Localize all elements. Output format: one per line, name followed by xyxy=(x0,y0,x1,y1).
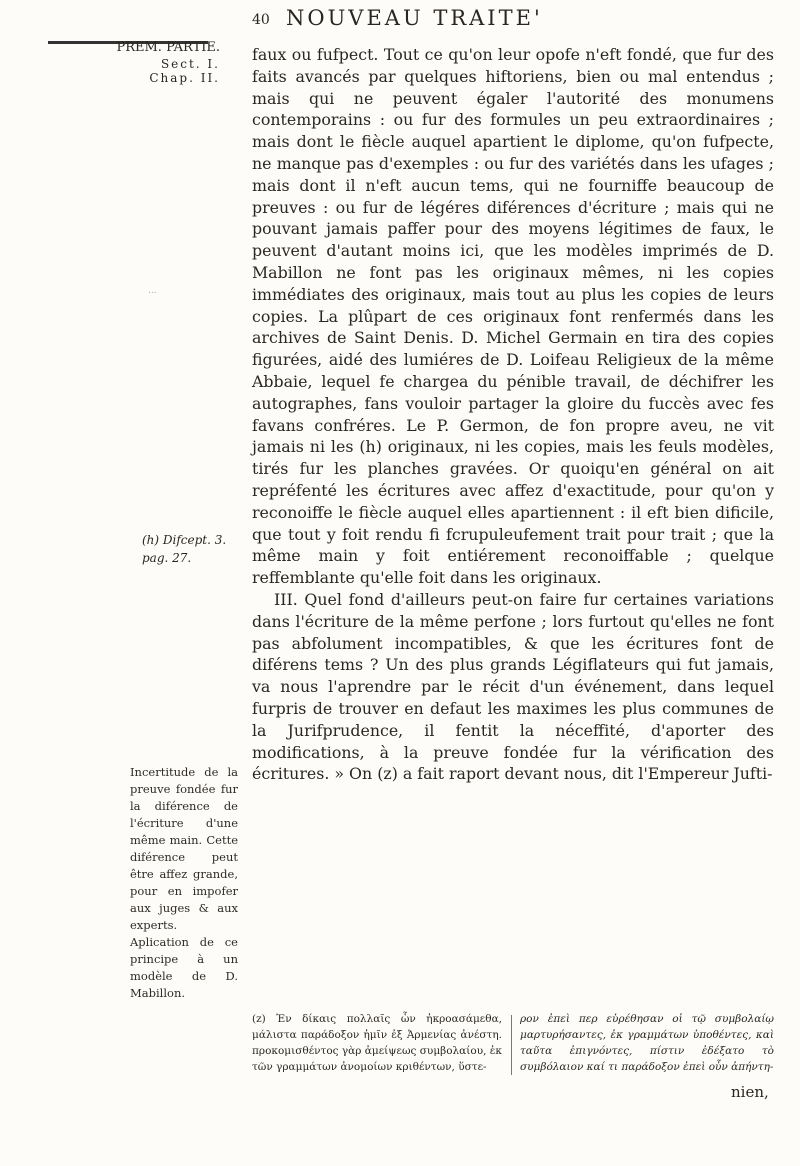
faint-stamp: ... xyxy=(148,286,157,296)
margin-summary-note: Incertitude de la preuve fondée fur la diférence de l'écriture d'une même main. Cette diférence peut être affez grande, pour en impofer aux juges & aux experts. Aplication de ce principe à un modèle de D. Mabillon. xyxy=(130,765,238,1000)
chapter-label: Chap. II. xyxy=(149,71,220,85)
page-header xyxy=(252,6,772,38)
left-margin xyxy=(0,0,250,1166)
paragraph: III. Quel fond d'ailleurs peut-on faire fur certaines variations dans l'écriture de la même perfone ; lors furtout qu'elles ne font pas abfolument incompatibles, & que les écritures font de diférens tems ? Un des plus grands Légiflateurs qui fut jamais, va nous l'aprendre par le récit d'un événement, dans lequel furpris de trouver en defaut les maximes les plus communes de la Jurifprudence, il fentit la néceffité, d'aporter des modifications, à la preuve fondée fur la vérification des écritures. » On (z) a fait raport devant nous, dit l'Empereur Jufti- xyxy=(252,589,774,784)
part-label: PREM. PARTIE. xyxy=(116,40,220,55)
footnote-divider xyxy=(511,1015,512,1075)
paragraph: faux ou fufpect. Tout ce qu'on leur opofe n'eft fondé, que fur des faits avancés par quelques hiftoriens, bien ou mal entendus ; mais qui ne peuvent égaler l'autorité des monumens contemporains : ou fur des formules un peu extraordinaires ; mais dont le fiècle auquel apartient le diplome, qu'on fufpecte, ne manque pas d'exemples : ou fur des variétés dans les ufages ; mais dont il n'eft aucun tems, qui ne fourniffe beaucoup de preuves : ou fur de légéres diférences d'écriture ; mais qui ne pouvant jamais paffer pour des moyens légitimes de faux, le peuvent d'autant moins ici, que les modèles imprimés de D. Mabillon ne font pas les originaux mêmes, ni les copies immédiates des originaux, mais tout au plus les copies de leurs copies. La plûpart de ces originaux font renfermés dans les archives de Saint Denis. D. Michel Germain en tira des copies figurées, aidé des lumiéres de D. Loifeau Religieux de la même Abbaie, lequel fe chargea du pénible travail, de déchifrer les autographes, fans vouloir partager la gloire du fuccès avec fes favans confréres. Le P. Germon, de fon propre aveu, ne vit jamais ni les (h) originaux, ni les copies, mais les feuls modèles, tirés fur les planches gravées. Or quoiqu'en général on ait repréfenté les écritures avec affez d'exactitude, pour qu'on y reconoiffe le fiècle auquel elles apartiennent : il eft bien dificile, que tout y foit rendu fi fcrupuleufement trait pour trait ; que la même main y foit entiérement reconoiffable ; quelque reffemblante qu'elle foit dans les originaux. xyxy=(252,45,774,588)
catchword: nien, xyxy=(731,1083,769,1101)
running-title: NOUVEAU TRAITE' xyxy=(286,6,543,30)
section-label: Sect. I. xyxy=(160,57,220,71)
margin-note-reference: (h) Difcept. 3. pag. 27. xyxy=(142,533,227,565)
footnote-greek-left: (z) Ἐν δίκαις πολλαῖς ὧν ἠκροασάμεθα, μάλιστα παράδοξον ἡμῖν ἐξ Ἀρμενίας ἀνέστη. προκομισθέντος γὰρ ἀμείψεως συμβολαίου, ἐκ τῶν γραμμάτων ἀνομοίων κριθέντων, ὕστε- xyxy=(252,1013,502,1073)
footnote-greek-right: ρον ἐπεὶ περ εὑρέθησαν οἱ τῷ συμβολαίῳ μαρτυρήσαντες, ἐκ γραμμάτων ὑποθέντες, καὶ ταῦτα ἐπιγνόντες, πίστιν ἐδέξατο τὸ συμβόλαιον καί τι παράδοξον ἐπεὶ οὖν ἀπήντη- xyxy=(520,1013,774,1073)
main-text xyxy=(252,44,774,785)
page-number: 40 xyxy=(252,12,270,28)
